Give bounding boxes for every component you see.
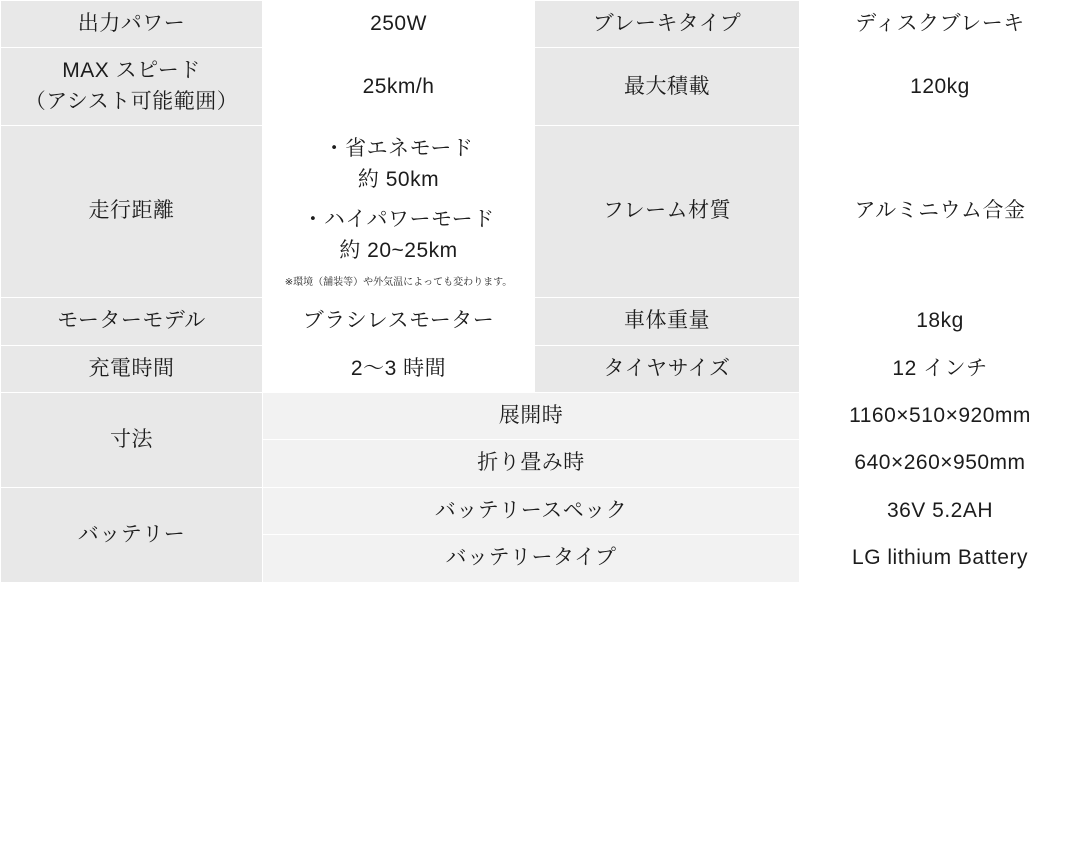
spec-value-range: [263, 126, 535, 298]
spec-value-range-line2: 約 50km: [357, 167, 440, 191]
table-row: [1, 487, 1080, 534]
spec-label-max-speed-line2: （アシスト可能範囲）: [24, 89, 239, 113]
table-row: [1, 1, 1080, 48]
spec-label-range: 走行距離: [1, 126, 263, 298]
spec-value-battery-type: LG lithium Battery: [800, 535, 1080, 582]
spec-value-tire-size: 12 インチ: [800, 345, 1080, 392]
table-row: [1, 345, 1080, 392]
spec-value-battery-spec: 36V 5.2AH: [800, 487, 1080, 534]
spacer: [269, 195, 528, 205]
spec-label-max-speed-line1: MAX スピード: [62, 59, 201, 83]
spec-value-range-line1: ・省エネモード: [323, 137, 474, 161]
spec-label-frame-material: フレーム材質: [535, 126, 800, 298]
spec-label-motor-model: モーターモデル: [1, 298, 263, 345]
spec-value-motor-model: ブラシレスモーター: [263, 298, 535, 345]
spec-label-max-speed: [1, 48, 263, 126]
spec-value-unfolded: 1160×510×920mm: [800, 392, 1080, 439]
spec-value-frame-material: アルミニウム合金: [800, 126, 1080, 298]
spec-sublabel-unfolded: 展開時: [263, 392, 800, 439]
table-row: [1, 126, 1080, 298]
spec-label-vehicle-weight: 車体重量: [535, 298, 800, 345]
spec-value-folded: 640×260×950mm: [800, 440, 1080, 487]
spec-label-charge-time: 充電時間: [1, 345, 263, 392]
spec-value-vehicle-weight: 18kg: [800, 298, 1080, 345]
spec-label-max-load: 最大積載: [535, 48, 800, 126]
spec-value-brake-type: ディスクブレーキ: [800, 1, 1080, 48]
spec-value-range-line3: ・ハイパワーモード: [302, 208, 495, 232]
spec-value-range-note: ※環境（舗装等）や外気温によっても変わります。: [284, 277, 513, 289]
spec-sublabel-battery-type: バッテリータイプ: [263, 535, 800, 582]
spec-label-brake-type: ブレーキタイプ: [535, 1, 800, 48]
table-row: [1, 48, 1080, 126]
spec-value-range-line4: 約 20~25km: [339, 238, 458, 262]
spec-label-tire-size: タイヤサイズ: [535, 345, 800, 392]
spec-label-dimensions: 寸法: [1, 392, 263, 487]
spec-value-max-load: 120kg: [800, 48, 1080, 126]
spec-value-output-power: 250W: [263, 1, 535, 48]
table-row: [1, 298, 1080, 345]
spec-sublabel-folded: 折り畳み時: [263, 440, 800, 487]
spec-value-charge-time: 2〜3 時間: [263, 345, 535, 392]
table-row: [1, 392, 1080, 439]
spec-label-output-power: 出力パワー: [1, 1, 263, 48]
spec-label-battery: バッテリー: [1, 487, 263, 582]
spec-value-max-speed: 25km/h: [263, 48, 535, 126]
spec-sublabel-battery-spec: バッテリースペック: [263, 487, 800, 534]
